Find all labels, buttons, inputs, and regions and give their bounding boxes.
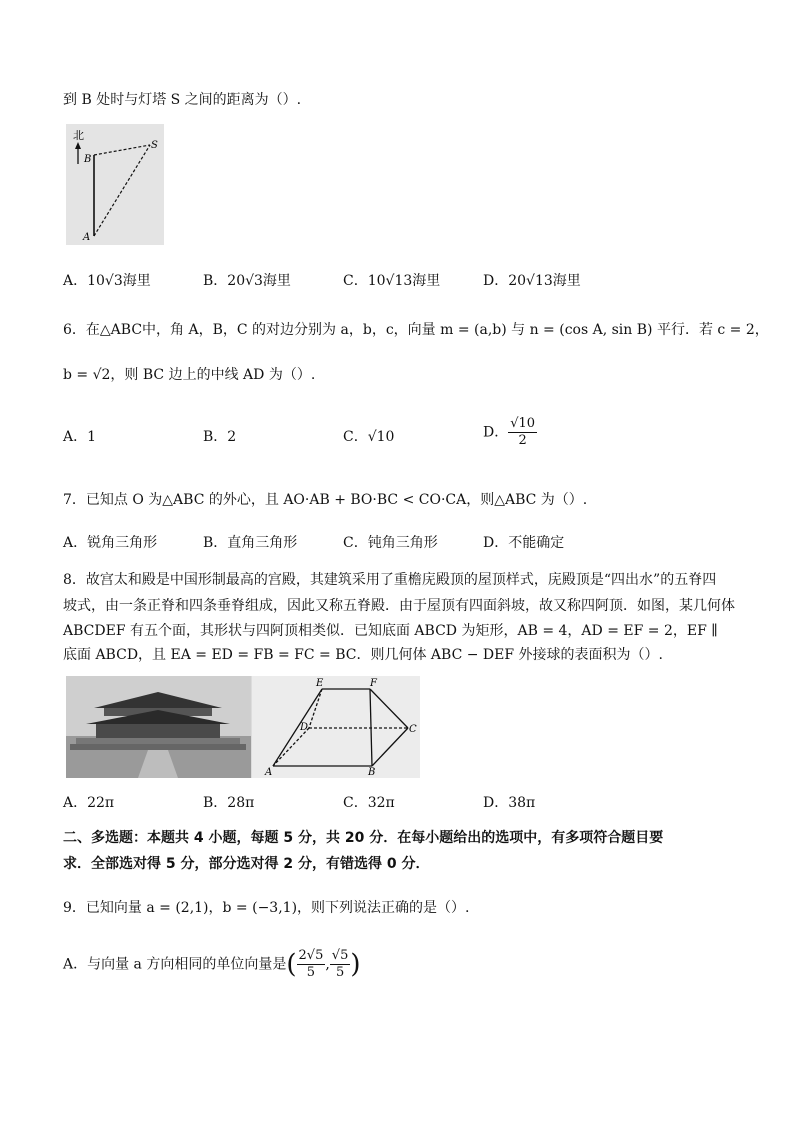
q7-option-c: C．钝角三角形 <box>343 535 438 551</box>
q5-label-a: A <box>83 232 91 243</box>
q6-line-2: b = √2，则 BC 边上的中线 AD 为（）. <box>63 367 316 383</box>
q8-label-b: B <box>368 767 376 778</box>
solid-figure <box>252 676 420 778</box>
q9-option-a-num-2: √5 <box>331 948 349 963</box>
q6-option-d <box>483 416 537 449</box>
q9-option-a-den-2: 5 <box>335 965 345 980</box>
q5-label-north: 北 <box>73 129 84 142</box>
section2-line-1: 二、多选题：本题共 4 小题，每题 5 分，共 20 分．在每小题给出的选项中，有多项符合题目要 <box>63 830 664 846</box>
q9-option-a-label: A．与向量 a 方向相同的单位向量是 <box>63 956 287 973</box>
q5-option-a: A．10√3海里 <box>63 273 151 289</box>
q5-label-b: B <box>84 154 92 165</box>
palace-photo <box>66 676 251 778</box>
q6-option-b: B．2 <box>203 429 237 445</box>
q8-line-2: 坡式，由一条正脊和四条垂脊组成，因此又称五脊殿．由于屋顶有四面斜坡，故又称四阿顶．如图，某几何体 <box>63 598 735 614</box>
q9-option-a-num-1: 2√5 <box>298 948 324 963</box>
q6-option-d-label: D． <box>483 424 509 441</box>
q8-option-a: A．22π <box>63 795 115 811</box>
q8-line-1: 8．故宫太和殿是中国形制最高的宫殿，其建筑采用了重檐庑殿顶的屋顶样式，庑殿顶是“四出水”的五脊四 <box>63 572 717 588</box>
q6-line-1: 6．在△ABC中，角 A，B，C 的对边分别为 a，b，c，向量 m = (a,b) 与 n = (cos A, sin B) 平行．若 c = 2， <box>63 322 769 338</box>
q6-option-d-fraction <box>508 416 537 449</box>
q8-figure <box>66 676 420 778</box>
q5-option-c: C．10√13海里 <box>343 273 441 289</box>
q5-option-d: D．20√13海里 <box>483 273 581 289</box>
q9-option-a-den-1: 5 <box>306 965 316 980</box>
q8-option-d: D．38π <box>483 795 536 811</box>
q9-line-1: 9．已知向量 a = (2,1)，b = (−3,1)，则下列说法正确的是（）. <box>63 900 470 916</box>
q8-label-e: E <box>316 678 324 689</box>
q6-option-a: A．1 <box>63 429 97 445</box>
q5-figure <box>66 124 164 245</box>
q7-line-1: 7．已知点 O 为△ABC 的外心，且 AO·AB + BO·BC < CO·CA，则△ABC 为（）. <box>63 492 588 508</box>
q8-line-3: ABCDEF 有五个面，其形状与四阿顶相类似．已知底面 ABCD 为矩形，AB = 4，AD = EF = 2，EF ∥ <box>63 623 718 639</box>
q7-option-a: A．锐角三角形 <box>63 535 158 551</box>
q7-option-b: B．直角三角形 <box>203 535 298 551</box>
q6-option-d-den: 2 <box>518 433 527 448</box>
q8-label-a: A <box>265 767 273 778</box>
q8-option-b: B．28π <box>203 795 255 811</box>
q6-option-d-num: √10 <box>510 416 536 431</box>
q5-option-b: B．20√3海里 <box>203 273 291 289</box>
q8-label-f: F <box>370 678 377 689</box>
q6-option-c: C．√10 <box>343 429 395 445</box>
q9-option-a: A．与向量 a 方向相同的单位向量是( $\frac{2√5}{5}$ , $\frac{√5}{5}$ ) <box>63 948 361 980</box>
q5-label-s: S <box>151 140 158 151</box>
q7-option-d: D．不能确定 <box>483 535 565 551</box>
q8-line-4: 底面 ABCD，且 EA = ED = FB = FC = BC．则几何体 ABC − DEF 外接球的表面积为（）. <box>63 647 663 663</box>
q9-option-a-frac-2 <box>330 948 351 981</box>
q9-option-a-frac-1 <box>297 948 326 981</box>
section2-line-2: 求．全部选对得 5 分，部分选对得 2 分，有错选得 0 分． <box>63 856 430 872</box>
q8-option-c: C．32π <box>343 795 395 811</box>
q5-stem-tail: 到 B 处时与灯塔 S 之间的距离为（）. <box>63 92 302 108</box>
q8-label-d: D <box>300 722 309 733</box>
q8-label-c: C <box>409 724 417 735</box>
